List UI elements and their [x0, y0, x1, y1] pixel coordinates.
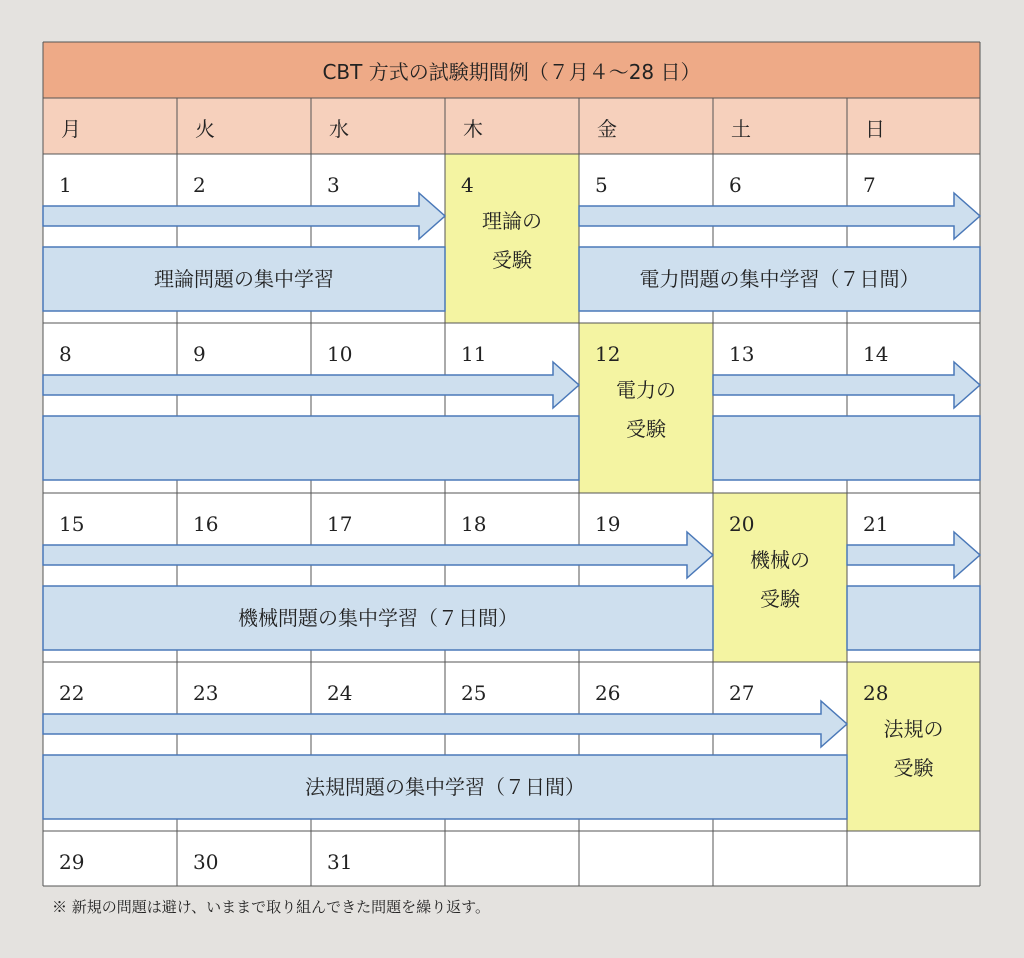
day-number: 31 — [327, 850, 353, 874]
weekday-label-6: 日 — [865, 117, 885, 141]
day-number: 16 — [193, 512, 219, 536]
day-number: 22 — [59, 681, 85, 705]
day-number: 2 — [193, 173, 206, 197]
exam-label: 電力の — [616, 378, 676, 402]
day-number: 4 — [461, 173, 474, 197]
day-number: 17 — [327, 512, 353, 536]
weekday-label-1: 火 — [195, 117, 215, 141]
exam-label: 理論の — [482, 209, 542, 233]
exam-label: 受験 — [626, 417, 666, 441]
weekday-label-3: 木 — [463, 117, 483, 141]
day-number: 5 — [595, 173, 608, 197]
day-number: 18 — [461, 512, 487, 536]
day-number: 26 — [595, 681, 621, 705]
day-number: 12 — [595, 342, 621, 366]
weekday-header — [43, 98, 980, 154]
exam-label: 法規の — [883, 717, 944, 741]
study-band — [713, 416, 980, 480]
exam-label: 機械の — [750, 548, 810, 572]
day-number: 1 — [59, 173, 72, 197]
day-number: 13 — [729, 342, 755, 366]
day-number: 11 — [461, 342, 487, 366]
study-band-label: 理論問題の集中学習 — [154, 267, 334, 291]
day-number: 28 — [863, 681, 889, 705]
day-number: 7 — [863, 173, 876, 197]
weekday-label-4: 金 — [597, 117, 617, 141]
day-number: 14 — [863, 342, 889, 366]
day-number: 23 — [193, 681, 219, 705]
day-number: 21 — [863, 512, 889, 536]
study-band — [847, 586, 980, 650]
day-number: 24 — [327, 681, 353, 705]
exam-label: 受験 — [492, 248, 532, 272]
day-number: 6 — [729, 173, 742, 197]
day-number: 27 — [729, 681, 755, 705]
weekday-label-5: 土 — [731, 117, 751, 141]
exam-label: 受験 — [760, 587, 800, 611]
day-number: 9 — [193, 342, 206, 366]
calendar-title: CBT 方式の試験期間例（７月４～28 日） — [322, 60, 701, 84]
study-band-label: 電力問題の集中学習（７日間） — [639, 267, 920, 291]
footnote: ※ 新規の問題は避け、いままで取り組んできた問題を繰り返す。 — [52, 898, 490, 916]
study-band — [43, 416, 579, 480]
study-band-label: 法規問題の集中学習（７日間） — [305, 775, 585, 799]
day-number: 10 — [327, 342, 353, 366]
exam-label: 受験 — [893, 756, 934, 780]
weekday-label-2: 水 — [329, 117, 349, 141]
day-number: 3 — [327, 173, 340, 197]
day-number: 15 — [59, 512, 85, 536]
day-number: 20 — [729, 512, 755, 536]
study-band-label: 機械問題の集中学習（７日間） — [238, 606, 518, 630]
day-number: 19 — [595, 512, 621, 536]
weekday-label-0: 月 — [61, 117, 81, 141]
day-number: 25 — [461, 681, 487, 705]
day-number: 29 — [59, 850, 85, 874]
day-number: 30 — [193, 850, 219, 874]
day-number: 8 — [59, 342, 72, 366]
